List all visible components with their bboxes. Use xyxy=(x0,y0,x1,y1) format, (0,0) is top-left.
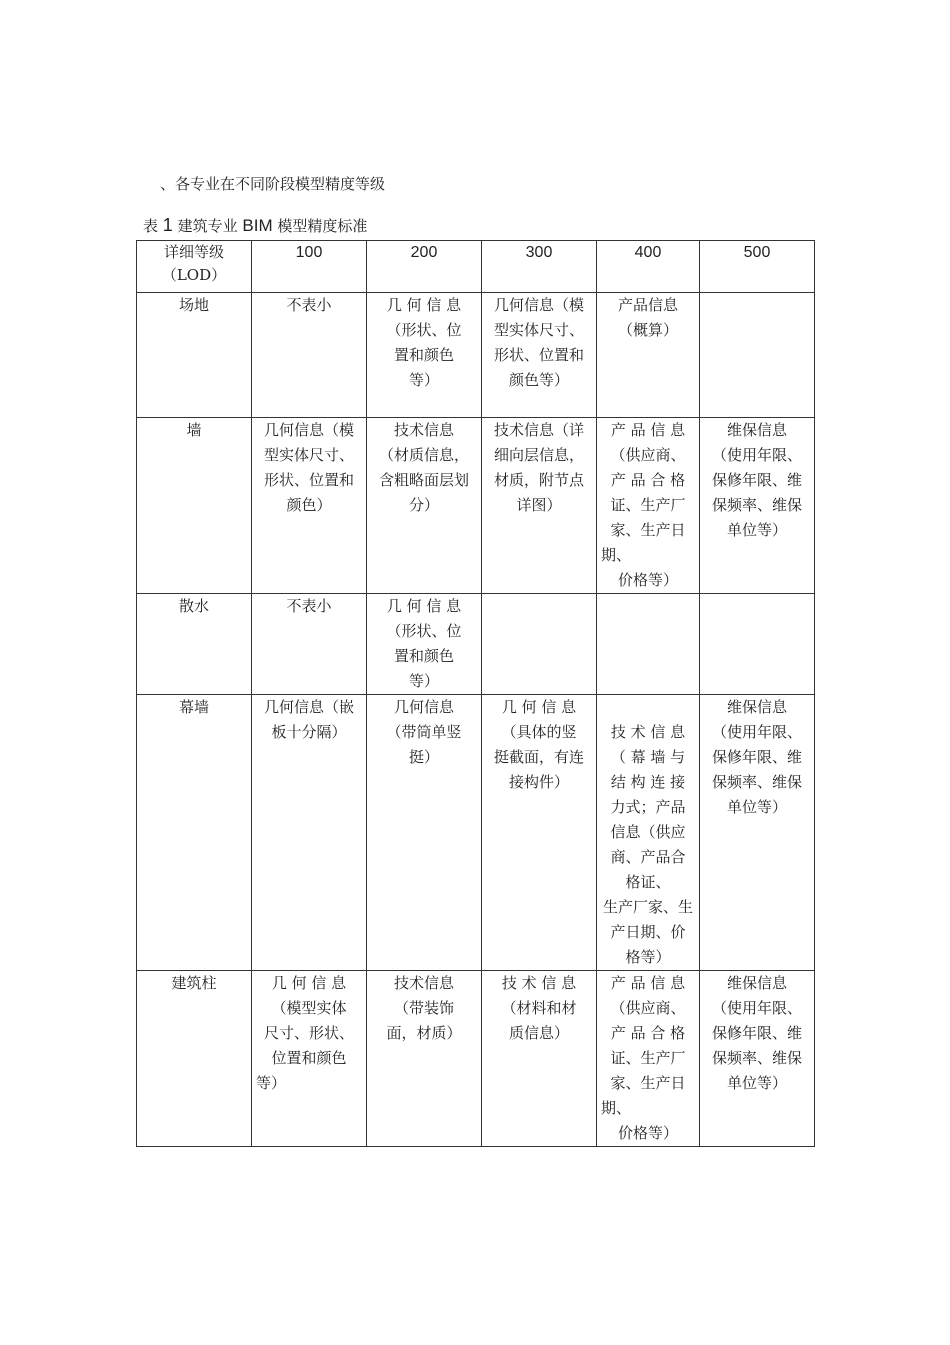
cell-line: 形状、位置和 xyxy=(493,346,584,364)
cell-line: 产 品 信 息 xyxy=(610,421,686,439)
cell-line: 维保信息 xyxy=(726,974,787,992)
cell-apron-300 xyxy=(482,594,597,695)
lod-standard-table xyxy=(136,240,815,1147)
cell-line: 保频率、维保 xyxy=(711,1049,802,1067)
cell-line: （使用年限、 xyxy=(711,999,802,1017)
cell-line: （供应商、 xyxy=(610,999,686,1017)
cell-line: 保频率、维保 xyxy=(711,496,802,514)
cell-line: 材质，附节点 xyxy=(493,471,584,489)
cell-line: 接构件） xyxy=(508,773,569,791)
cell-line: 几 何 信 息 xyxy=(501,698,577,716)
cell-line: 不表小 xyxy=(286,296,332,314)
cell-line: （具体的竖 xyxy=(501,723,577,741)
cell-apron-500 xyxy=(700,594,815,695)
cell-line: 家、生产日 xyxy=(610,1074,686,1092)
cell-site-400 xyxy=(597,293,700,418)
cell-line: （形状、位 xyxy=(386,321,462,339)
cell-column-400 xyxy=(597,971,700,1147)
cell-apron-400 xyxy=(597,594,700,695)
cell-line: 含粗略面层划 xyxy=(378,471,469,489)
cell-line: 几 何 信 息 xyxy=(386,597,462,615)
cell-line: （概算） xyxy=(617,321,678,339)
header-level-400: 400 xyxy=(597,241,700,293)
cell-line: 保修年限、维 xyxy=(711,1024,802,1042)
header-lod-line2: （LOD） xyxy=(161,266,227,284)
cell-line: （带筒单竖 xyxy=(386,723,462,741)
cell-line: 面，材质） xyxy=(386,1024,462,1042)
header-level-500: 500 xyxy=(700,241,815,293)
cell-line: 保修年限、维 xyxy=(711,748,802,766)
cell-line: 证、生产厂 xyxy=(610,496,686,514)
cell-line: 单位等） xyxy=(726,521,787,539)
cell-line: 家、生产日 xyxy=(610,521,686,539)
cell-line: （供应商、 xyxy=(610,446,686,464)
cell-line: 几何信息（模 xyxy=(493,296,584,314)
cell-line: 几何信息（模 xyxy=(263,421,354,439)
caption-number: 1 xyxy=(162,215,173,235)
cell-line: 位置和颜色 xyxy=(271,1049,347,1067)
table-row xyxy=(137,594,815,695)
cell-line: 挺截面，有连 xyxy=(493,748,584,766)
caption-mid: 建筑专业 xyxy=(177,217,238,235)
cell-line: 型实体尺寸、 xyxy=(263,446,354,464)
cell-column-500 xyxy=(700,971,815,1147)
row-label-wall: 墙 xyxy=(137,418,252,594)
cell-line: 价格等） xyxy=(617,571,678,589)
header-lod-line1: 详细等级 xyxy=(163,243,224,261)
cell-site-500 xyxy=(700,293,815,418)
header-lod xyxy=(137,241,252,293)
cell-line: （材料和材 xyxy=(501,999,577,1017)
cell-site-300 xyxy=(482,293,597,418)
cell-line: 板十分隔） xyxy=(271,723,347,741)
row-label-apron: 散水 xyxy=(137,594,252,695)
cell-line: 技术信息（详 xyxy=(493,421,584,439)
cell-curtain-wall-100 xyxy=(252,695,367,971)
table-row xyxy=(137,695,815,971)
cell-line: 期、 xyxy=(601,546,632,564)
cell-column-100 xyxy=(252,971,367,1147)
cell-line: 维保信息 xyxy=(726,421,787,439)
cell-line: （材质信息， xyxy=(378,446,469,464)
cell-line xyxy=(601,695,695,720)
cell-line: 不表小 xyxy=(286,597,332,615)
cell-line: （模型实体 xyxy=(271,999,347,1017)
cell-line: 颜色等） xyxy=(508,371,569,389)
cell-curtain-wall-400 xyxy=(597,695,700,971)
row-label-column: 建筑柱 xyxy=(137,971,252,1147)
cell-line: 几 何 信 息 xyxy=(386,296,462,314)
cell-line: 几 何 信 息 xyxy=(271,974,347,992)
row-label-site: 场地 xyxy=(137,293,252,418)
cell-wall-400 xyxy=(597,418,700,594)
cell-line: 技术信息 xyxy=(393,421,454,439)
cell-line: 结 构 连 接 xyxy=(610,773,686,791)
table-row xyxy=(137,971,815,1147)
cell-line: （形状、位 xyxy=(386,622,462,640)
cell-line: 几何信息 xyxy=(393,698,454,716)
cell-line: 技 术 信 息 xyxy=(610,723,686,741)
header-level-300: 300 xyxy=(482,241,597,293)
cell-line: 信息（供应 xyxy=(610,823,686,841)
cell-line: 尺寸、形状、 xyxy=(263,1024,354,1042)
row-label-curtain-wall: 幕墙 xyxy=(137,695,252,971)
cell-line: 技 术 信 息 xyxy=(501,974,577,992)
cell-line: 形状、位置和 xyxy=(263,471,354,489)
cell-line: 格等） xyxy=(625,948,671,966)
cell-line: 单位等） xyxy=(726,1074,787,1092)
cell-line: 单位等） xyxy=(726,798,787,816)
cell-line: （ 幕 墙 与 xyxy=(610,748,686,766)
cell-line: 期、 xyxy=(601,1099,632,1117)
cell-wall-200 xyxy=(367,418,482,594)
cell-line: （带装饰 xyxy=(393,999,454,1017)
cell-line: 力式；产品 xyxy=(610,798,686,816)
cell-line: 等） xyxy=(408,371,439,389)
cell-curtain-wall-200 xyxy=(367,695,482,971)
cell-line: 保频率、维保 xyxy=(711,773,802,791)
cell-line: 等） xyxy=(408,672,439,690)
cell-line: 挺） xyxy=(408,748,439,766)
cell-curtain-wall-300 xyxy=(482,695,597,971)
cell-line: 置和颜色 xyxy=(393,346,454,364)
table-row xyxy=(137,418,815,594)
cell-line: 几何信息（嵌 xyxy=(263,698,354,716)
table-row xyxy=(137,293,815,418)
cell-line: 生产厂家、生 xyxy=(602,898,693,916)
table-caption xyxy=(143,213,367,238)
cell-line: 等） xyxy=(256,1074,287,1092)
cell-line: 证、生产厂 xyxy=(610,1049,686,1067)
caption-bim: BIM xyxy=(242,216,273,235)
cell-wall-100 xyxy=(252,418,367,594)
cell-line: 维保信息 xyxy=(726,698,787,716)
caption-prefix: 表 xyxy=(143,217,159,235)
section-heading: 、各专业在不同阶段模型精度等级 xyxy=(160,175,386,193)
cell-line: 保修年限、维 xyxy=(711,471,802,489)
cell-apron-200 xyxy=(367,594,482,695)
cell-line: 分） xyxy=(408,496,439,514)
cell-line: 详图） xyxy=(516,496,562,514)
cell-line: 产 品 信 息 xyxy=(610,974,686,992)
cell-column-200 xyxy=(367,971,482,1147)
cell-wall-500 xyxy=(700,418,815,594)
cell-line: 价格等） xyxy=(617,1124,678,1142)
caption-suffix: 模型精度标准 xyxy=(277,217,368,235)
cell-apron-100 xyxy=(252,594,367,695)
cell-line: 产 品 合 格 xyxy=(610,1024,686,1042)
cell-wall-300 xyxy=(482,418,597,594)
cell-column-300 xyxy=(482,971,597,1147)
cell-site-200 xyxy=(367,293,482,418)
cell-line: 产日期、价 xyxy=(610,923,686,941)
cell-line: 颜色） xyxy=(286,496,332,514)
table-header-row xyxy=(137,241,815,293)
header-level-200: 200 xyxy=(367,241,482,293)
cell-line: 置和颜色 xyxy=(393,647,454,665)
cell-site-100 xyxy=(252,293,367,418)
cell-line: 技术信息 xyxy=(393,974,454,992)
cell-line: 细向层信息， xyxy=(493,446,584,464)
cell-line: （使用年限、 xyxy=(711,723,802,741)
cell-line: （使用年限、 xyxy=(711,446,802,464)
cell-line: 产 品 合 格 xyxy=(610,471,686,489)
cell-line: 型实体尺寸、 xyxy=(493,321,584,339)
header-level-100: 100 xyxy=(252,241,367,293)
cell-line: 商、产品合 xyxy=(610,848,686,866)
cell-line: 格证、 xyxy=(625,873,671,891)
cell-line: 质信息） xyxy=(508,1024,569,1042)
cell-line: 产品信息 xyxy=(617,296,678,314)
cell-curtain-wall-500 xyxy=(700,695,815,971)
